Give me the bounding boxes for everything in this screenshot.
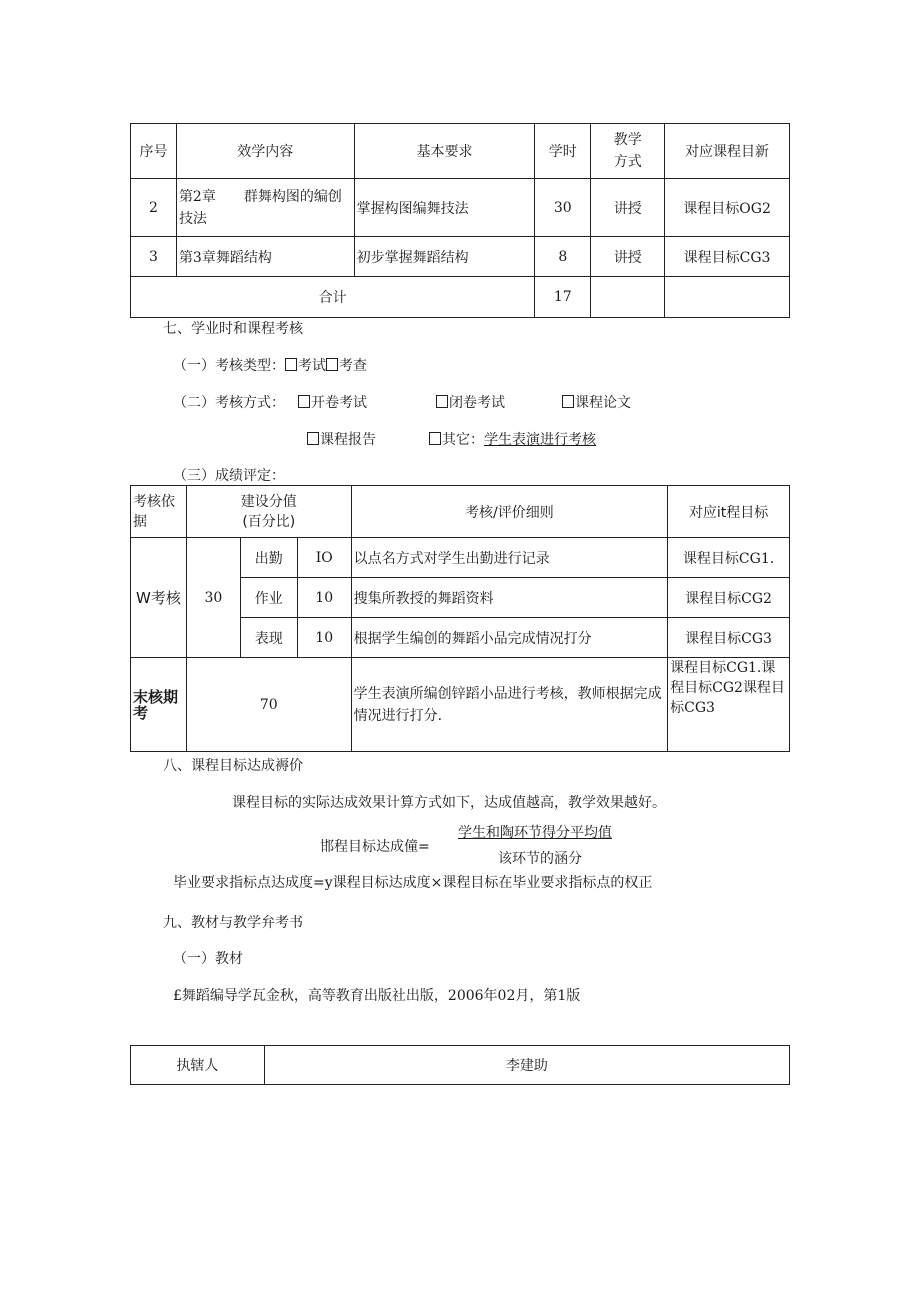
- section8-title: 八、课程目标达成褥价: [163, 758, 303, 774]
- row-goal: 课程目标CG3: [665, 237, 790, 277]
- header-goal: 对应课程目新: [665, 124, 790, 179]
- table-row: [131, 237, 790, 277]
- formula-lhs: 邯程目标达成僮=: [320, 839, 430, 855]
- section9-title: 九、教材与教学弁考书: [163, 915, 303, 931]
- final-rule: 学生表演所编创锌蹈小品进行考核，教师根据完成情况进行打分.: [351, 658, 667, 752]
- header-hours: 学时: [535, 124, 591, 179]
- item-rule: 根据学生编创的舞蹈小品完成情况打分: [351, 618, 667, 658]
- table-row: [131, 658, 790, 752]
- item-goal: 课程目标CG1.: [668, 538, 790, 578]
- total-label: 合计: [131, 277, 535, 318]
- exam-option: 考试: [298, 358, 326, 374]
- regular-assessment-label: W考核: [131, 538, 187, 658]
- header-target: 对应it程目标: [668, 486, 790, 538]
- table-row: [131, 538, 790, 578]
- item-name: 出勤: [240, 538, 297, 578]
- row-method: 讲授: [591, 237, 665, 277]
- checkbox-check[interactable]: [326, 358, 338, 371]
- method-closed-book: 闭卷考试: [436, 392, 505, 412]
- section8-description: 课程目标的实际达成效果计算方式如下，达成值越高，教学效果越好。: [232, 795, 666, 811]
- content-table: [130, 123, 790, 318]
- checkbox-other[interactable]: [429, 432, 441, 445]
- total-goal: [665, 277, 790, 318]
- header-num: 序号: [131, 124, 177, 179]
- header-content: 效学内容: [176, 124, 354, 179]
- row-num: 2: [131, 179, 177, 237]
- row-requirement: 掌握构图编舞技法: [354, 179, 535, 237]
- method-other: 其它：学生表演进行考核: [429, 429, 596, 449]
- final-weight: 70: [186, 658, 351, 752]
- item-goal: 课程目标CG2: [668, 578, 790, 618]
- item-name: 作业: [240, 578, 297, 618]
- method-other-value: 学生表演进行考核: [484, 432, 596, 448]
- header-basis: 考核依据: [131, 486, 187, 538]
- header-rules: 考核/评价细则: [351, 486, 667, 538]
- final-goal: 课程目标CG1.课程目标CG2课程目标CG3: [668, 658, 790, 752]
- checkbox-open-book[interactable]: [298, 395, 310, 408]
- assessment-method-label: （二）考核方式：: [173, 395, 285, 411]
- row-hours: 30: [535, 179, 591, 237]
- header-requirement: 基本要求: [354, 124, 535, 179]
- textbook-subtitle: （一）教材: [173, 951, 243, 967]
- item-goal: 课程目标CG3: [668, 618, 790, 658]
- item-name: 表现: [240, 618, 297, 658]
- row-goal: 课程目标OG2: [665, 179, 790, 237]
- table-row: [131, 179, 790, 237]
- formula-numerator: 学生和陶环节得分平均值: [458, 825, 612, 841]
- final-exam-label: 末核期考: [131, 658, 187, 752]
- author-name: 李建助: [264, 1046, 789, 1085]
- grade-title: （三）成绩评定：: [173, 468, 285, 484]
- row-num: 3: [131, 237, 177, 277]
- row-requirement: 初步掌握舞蹈结构: [354, 237, 535, 277]
- row-content: 第2章 群舞构图的编创技法: [176, 179, 354, 237]
- row-hours: 8: [535, 237, 591, 277]
- section7-title: 七、学业时和课程考核: [163, 321, 303, 337]
- item-score: IO: [297, 538, 351, 578]
- item-score: 10: [297, 618, 351, 658]
- header-weight: 建设分值 (百分比): [186, 486, 351, 538]
- checkbox-report[interactable]: [307, 432, 319, 445]
- item-rule: 以点名方式对学生出勤进行记录: [351, 538, 667, 578]
- total-method: [591, 277, 665, 318]
- row-content: 第3章舞蹈结构: [176, 237, 354, 277]
- method-open-book: 开卷考试: [298, 392, 367, 412]
- row-method: 讲授: [591, 179, 665, 237]
- assessment-type-label: （一）考核类型：: [173, 358, 285, 374]
- checkbox-paper[interactable]: [562, 395, 574, 408]
- author-table: [130, 1045, 790, 1085]
- method-paper: 课程论文: [562, 392, 631, 412]
- checkbox-closed-book[interactable]: [436, 395, 448, 408]
- textbook-entry: £舞蹈编导学瓦金秋，高等教育出版社出版，2006年02月，第1版: [173, 988, 581, 1004]
- item-score: 10: [297, 578, 351, 618]
- check-option: 考查: [339, 358, 367, 374]
- checkbox-exam[interactable]: [285, 358, 297, 371]
- formula-graduation: 毕业要求指标点达成度=y课程目标达成度×课程目标在毕业要求指标点的权正: [173, 875, 653, 891]
- author-label: 执辖人: [131, 1046, 265, 1085]
- item-rule: 搜集所教授的舞蹈资料: [351, 578, 667, 618]
- assessment-type-line: [173, 355, 367, 375]
- grade-table: [130, 485, 790, 752]
- total-hours: 17: [535, 277, 591, 318]
- formula-denominator: 该环节的涵分: [498, 851, 582, 867]
- method-report: 课程报告: [307, 429, 376, 449]
- regular-weight: 30: [186, 538, 240, 658]
- header-method: 教学 方式: [591, 124, 665, 179]
